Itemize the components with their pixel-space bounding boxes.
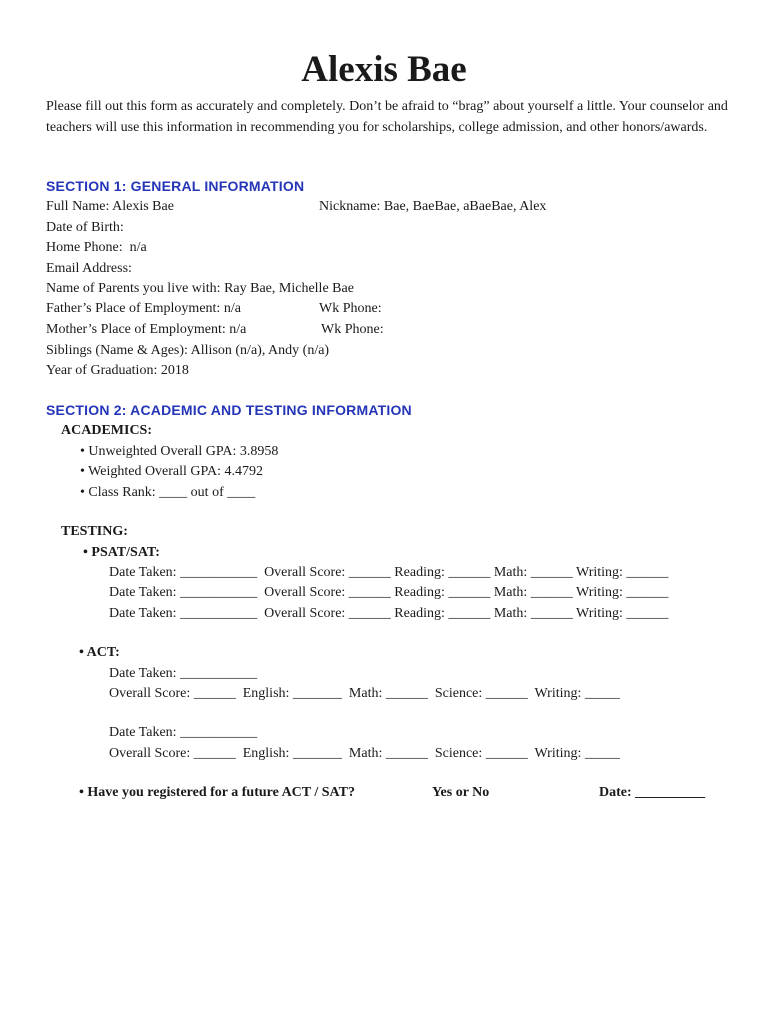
page-title: Alexis Bae	[301, 49, 467, 90]
testing-label: TESTING:	[61, 524, 128, 539]
act-scores-row: Overall Score: ______ English: _______ Math: ______ Science: ______ Writing: _____	[109, 746, 620, 761]
psat-row: Date Taken: ___________ Overall Score: ______ Reading: ______ Math: ______ Writing: ______	[109, 585, 669, 600]
siblings-field: Siblings (Name & Ages): Allison (n/a), Andy (n/a)	[46, 343, 330, 358]
full-name-field: Full Name: Alexis Bae	[46, 199, 174, 214]
act-date-taken: Date Taken: ___________	[109, 725, 258, 740]
weighted-gpa-item: • Weighted Overall GPA: 4.4792	[80, 464, 264, 479]
parents-field: Name of Parents you live with: Ray Bae, Michelle Bae	[46, 281, 354, 296]
unweighted-gpa-item: • Unweighted Overall GPA: 3.8958	[80, 444, 279, 459]
section1-heading: SECTION 1: GENERAL INFORMATION	[46, 178, 305, 194]
intro-paragraph: Please fill out this form as accurately and completely. Don’t be afraid to “brag” about yourself a little. Your counselor and teachers will use this information in recommending you for scholarships, college admission, and other honors/awards.	[46, 99, 728, 135]
graduation-field: Year of Graduation: 2018	[46, 363, 189, 378]
psat-row: Date Taken: ___________ Overall Score: ______ Reading: ______ Math: ______ Writing: ______	[109, 606, 669, 621]
registered-options: Yes or No	[432, 785, 490, 800]
registered-question: • Have you registered for a future ACT / SAT?	[79, 785, 355, 800]
father-wk-phone-field: Wk Phone:	[319, 301, 382, 316]
dob-field: Date of Birth:	[46, 220, 124, 235]
mother-employment-field: Mother’s Place of Employment: n/a	[46, 322, 247, 337]
email-field: Email Address:	[46, 261, 132, 276]
nickname-field: Nickname: Bae, BaeBae, aBaeBae, Alex	[319, 199, 547, 214]
act-label: • ACT:	[79, 645, 120, 660]
class-rank-item: • Class Rank: ____ out of ____	[80, 485, 256, 500]
home-phone-field: Home Phone: n/a	[46, 240, 147, 255]
mother-wk-phone-field: Wk Phone:	[321, 322, 384, 337]
act-date-taken: Date Taken: ___________	[109, 666, 258, 681]
academics-label: ACADEMICS:	[61, 423, 152, 438]
father-employment-field: Father’s Place of Employment: n/a	[46, 301, 241, 316]
psat-sat-label: • PSAT/SAT:	[83, 545, 160, 560]
section2-heading: SECTION 2: ACADEMIC AND TESTING INFORMATION	[46, 402, 412, 418]
registered-date: Date: __________	[599, 785, 706, 800]
act-scores-row: Overall Score: ______ English: _______ Math: ______ Science: ______ Writing: _____	[109, 686, 620, 701]
psat-row: Date Taken: ___________ Overall Score: ______ Reading: ______ Math: ______ Writing: ______	[109, 565, 669, 580]
